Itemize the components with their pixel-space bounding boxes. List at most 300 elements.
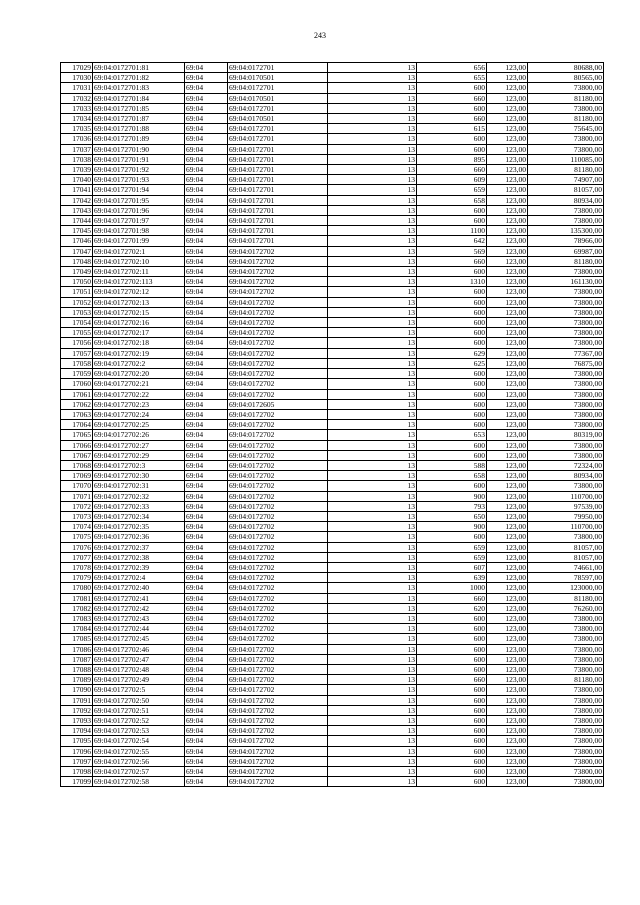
rate-cell: 123,00 [487, 63, 528, 73]
row-number-cell: 17081 [61, 593, 93, 603]
district-code-cell: 69:04 [185, 624, 228, 634]
district-code-cell: 69:04 [185, 73, 228, 83]
rate-cell: 123,00 [487, 256, 528, 266]
value-cell: 73800,00 [528, 695, 604, 705]
table-row [61, 134, 604, 144]
cadastral-number-cell: 69:04:0172702:35 [93, 522, 185, 532]
cadastral-number-cell: 69:04:0172701:82 [93, 73, 185, 83]
row-number-cell: 17093 [61, 716, 93, 726]
area-cell: 600 [417, 654, 487, 664]
quarter-number-cell: 69:04:0172702 [228, 736, 328, 746]
row-number-cell: 17039 [61, 165, 93, 175]
category-code-cell: 13 [328, 511, 417, 521]
rate-cell: 123,00 [487, 634, 528, 644]
district-code-cell: 69:04 [185, 399, 228, 409]
quarter-number-cell: 69:04:0172701 [228, 83, 328, 93]
cadastral-number-cell: 69:04:0172702:52 [93, 716, 185, 726]
category-code-cell: 13 [328, 756, 417, 766]
area-cell: 900 [417, 491, 487, 501]
row-number-cell: 17084 [61, 624, 93, 634]
district-code-cell: 69:04 [185, 185, 228, 195]
value-cell: 73800,00 [528, 83, 604, 93]
cadastral-number-cell: 69:04:0172702:113 [93, 277, 185, 287]
category-code-cell: 13 [328, 63, 417, 73]
category-code-cell: 13 [328, 267, 417, 277]
quarter-number-cell: 69:04:0172701 [228, 236, 328, 246]
row-number-cell: 17051 [61, 287, 93, 297]
cadastral-number-cell: 69:04:0172702:31 [93, 481, 185, 491]
row-number-cell: 17052 [61, 297, 93, 307]
district-code-cell: 69:04 [185, 267, 228, 277]
category-code-cell: 13 [328, 134, 417, 144]
value-cell: 73800,00 [528, 481, 604, 491]
area-cell: 658 [417, 471, 487, 481]
category-code-cell: 13 [328, 389, 417, 399]
cadastral-number-cell: 69:04:0172702:27 [93, 440, 185, 450]
table-row [61, 532, 604, 542]
cadastral-number-cell: 69:04:0172701:99 [93, 236, 185, 246]
area-cell: 600 [417, 440, 487, 450]
cadastral-number-cell: 69:04:0172702:39 [93, 562, 185, 572]
value-cell: 78966,00 [528, 236, 604, 246]
cadastral-number-cell: 69:04:0172702:18 [93, 338, 185, 348]
rate-cell: 123,00 [487, 767, 528, 777]
quarter-number-cell: 69:04:0172702 [228, 420, 328, 430]
category-code-cell: 13 [328, 613, 417, 623]
value-cell: 80934,00 [528, 195, 604, 205]
category-code-cell: 13 [328, 593, 417, 603]
row-number-cell: 17047 [61, 246, 93, 256]
quarter-number-cell: 69:04:0172701 [228, 124, 328, 134]
rate-cell: 123,00 [487, 307, 528, 317]
value-cell: 73800,00 [528, 379, 604, 389]
district-code-cell: 69:04 [185, 583, 228, 593]
cadastral-number-cell: 69:04:0172702:2 [93, 358, 185, 368]
district-code-cell: 69:04 [185, 114, 228, 124]
area-cell: 600 [417, 664, 487, 674]
rate-cell: 123,00 [487, 420, 528, 430]
quarter-number-cell: 69:04:0172702 [228, 756, 328, 766]
area-cell: 600 [417, 746, 487, 756]
district-code-cell: 69:04 [185, 369, 228, 379]
quarter-number-cell: 69:04:0172702 [228, 338, 328, 348]
table-row [61, 369, 604, 379]
quarter-number-cell: 69:04:0172702 [228, 603, 328, 613]
cadastral-number-cell: 69:04:0172702:24 [93, 409, 185, 419]
area-cell: 600 [417, 634, 487, 644]
value-cell: 73800,00 [528, 664, 604, 674]
table-row [61, 593, 604, 603]
cadastral-number-cell: 69:04:0172702:22 [93, 389, 185, 399]
area-cell: 600 [417, 481, 487, 491]
cadastral-number-cell: 69:04:0172702:12 [93, 287, 185, 297]
category-code-cell: 13 [328, 420, 417, 430]
district-code-cell: 69:04 [185, 63, 228, 73]
value-cell: 73800,00 [528, 613, 604, 623]
quarter-number-cell: 69:04:0172702 [228, 277, 328, 287]
category-code-cell: 13 [328, 583, 417, 593]
quarter-number-cell: 69:04:0172701 [228, 134, 328, 144]
area-cell: 600 [417, 134, 487, 144]
row-number-cell: 17075 [61, 532, 93, 542]
quarter-number-cell: 69:04:0172702 [228, 767, 328, 777]
parcel-table [60, 62, 604, 787]
area-cell: 642 [417, 236, 487, 246]
value-cell: 73800,00 [528, 624, 604, 634]
rate-cell: 123,00 [487, 389, 528, 399]
row-number-cell: 17073 [61, 511, 93, 521]
table-row [61, 430, 604, 440]
district-code-cell: 69:04 [185, 644, 228, 654]
district-code-cell: 69:04 [185, 726, 228, 736]
row-number-cell: 17090 [61, 685, 93, 695]
area-cell: 600 [417, 328, 487, 338]
area-cell: 607 [417, 562, 487, 572]
area-cell: 600 [417, 736, 487, 746]
cadastral-number-cell: 69:04:0172701:95 [93, 195, 185, 205]
area-cell: 600 [417, 685, 487, 695]
row-number-cell: 17044 [61, 216, 93, 226]
value-cell: 110085,00 [528, 154, 604, 164]
table-row [61, 93, 604, 103]
value-cell: 161130,00 [528, 277, 604, 287]
row-number-cell: 17080 [61, 583, 93, 593]
row-number-cell: 17074 [61, 522, 93, 532]
row-number-cell: 17069 [61, 471, 93, 481]
table-row [61, 277, 604, 287]
table-row [61, 236, 604, 246]
category-code-cell: 13 [328, 409, 417, 419]
row-number-cell: 17085 [61, 634, 93, 644]
cadastral-number-cell: 69:04:0172701:93 [93, 175, 185, 185]
rate-cell: 123,00 [487, 481, 528, 491]
table-row [61, 511, 604, 521]
district-code-cell: 69:04 [185, 124, 228, 134]
table-row [61, 83, 604, 93]
area-cell: 625 [417, 358, 487, 368]
district-code-cell: 69:04 [185, 307, 228, 317]
cadastral-number-cell: 69:04:0172702:32 [93, 491, 185, 501]
quarter-number-cell: 69:04:0172702 [228, 307, 328, 317]
quarter-number-cell: 69:04:0172702 [228, 726, 328, 736]
district-code-cell: 69:04 [185, 675, 228, 685]
cadastral-number-cell: 69:04:0172702:17 [93, 328, 185, 338]
category-code-cell: 13 [328, 430, 417, 440]
category-code-cell: 13 [328, 471, 417, 481]
category-code-cell: 13 [328, 654, 417, 664]
cadastral-number-cell: 69:04:0172702:53 [93, 726, 185, 736]
district-code-cell: 69:04 [185, 736, 228, 746]
cadastral-number-cell: 69:04:0172701:92 [93, 165, 185, 175]
value-cell: 73800,00 [528, 389, 604, 399]
value-cell: 73800,00 [528, 654, 604, 664]
district-code-cell: 69:04 [185, 593, 228, 603]
table-row [61, 103, 604, 113]
row-number-cell: 17091 [61, 695, 93, 705]
value-cell: 73800,00 [528, 399, 604, 409]
table-row [61, 63, 604, 73]
district-code-cell: 69:04 [185, 256, 228, 266]
area-cell: 1100 [417, 226, 487, 236]
area-cell: 600 [417, 389, 487, 399]
table-row [61, 471, 604, 481]
category-code-cell: 13 [328, 481, 417, 491]
row-number-cell: 17086 [61, 644, 93, 654]
rate-cell: 123,00 [487, 501, 528, 511]
district-code-cell: 69:04 [185, 450, 228, 460]
value-cell: 73800,00 [528, 338, 604, 348]
row-number-cell: 17034 [61, 114, 93, 124]
row-number-cell: 17062 [61, 399, 93, 409]
row-number-cell: 17067 [61, 450, 93, 460]
quarter-number-cell: 69:04:0172702 [228, 777, 328, 787]
value-cell: 81057,00 [528, 552, 604, 562]
district-code-cell: 69:04 [185, 103, 228, 113]
area-cell: 600 [417, 216, 487, 226]
rate-cell: 123,00 [487, 552, 528, 562]
table-row [61, 481, 604, 491]
cadastral-number-cell: 69:04:0172702:44 [93, 624, 185, 634]
rate-cell: 123,00 [487, 236, 528, 246]
rate-cell: 123,00 [487, 573, 528, 583]
category-code-cell: 13 [328, 450, 417, 460]
row-number-cell: 17082 [61, 603, 93, 613]
district-code-cell: 69:04 [185, 532, 228, 542]
row-number-cell: 17089 [61, 675, 93, 685]
category-code-cell: 13 [328, 491, 417, 501]
row-number-cell: 17037 [61, 144, 93, 154]
value-cell: 73800,00 [528, 267, 604, 277]
table-row [61, 634, 604, 644]
district-code-cell: 69:04 [185, 134, 228, 144]
row-number-cell: 17046 [61, 236, 93, 246]
value-cell: 73800,00 [528, 318, 604, 328]
district-code-cell: 69:04 [185, 216, 228, 226]
value-cell: 73800,00 [528, 297, 604, 307]
area-cell: 600 [417, 318, 487, 328]
category-code-cell: 13 [328, 573, 417, 583]
table-row [61, 124, 604, 134]
cadastral-number-cell: 69:04:0172702:37 [93, 542, 185, 552]
cadastral-number-cell: 69:04:0172702:23 [93, 399, 185, 409]
value-cell: 73800,00 [528, 328, 604, 338]
district-code-cell: 69:04 [185, 83, 228, 93]
category-code-cell: 13 [328, 685, 417, 695]
rate-cell: 123,00 [487, 124, 528, 134]
quarter-number-cell: 69:04:0172702 [228, 613, 328, 623]
cadastral-number-cell: 69:04:0172702:50 [93, 695, 185, 705]
rate-cell: 123,00 [487, 491, 528, 501]
district-code-cell: 69:04 [185, 348, 228, 358]
district-code-cell: 69:04 [185, 379, 228, 389]
row-number-cell: 17031 [61, 83, 93, 93]
category-code-cell: 13 [328, 532, 417, 542]
cadastral-number-cell: 69:04:0172702:33 [93, 501, 185, 511]
district-code-cell: 69:04 [185, 654, 228, 664]
rate-cell: 123,00 [487, 471, 528, 481]
row-number-cell: 17076 [61, 542, 93, 552]
cadastral-number-cell: 69:04:0172702:46 [93, 644, 185, 654]
value-cell: 73800,00 [528, 205, 604, 215]
quarter-number-cell: 69:04:0172702 [228, 318, 328, 328]
rate-cell: 123,00 [487, 624, 528, 634]
table-row [61, 73, 604, 83]
quarter-number-cell: 69:04:0172701 [228, 144, 328, 154]
cadastral-number-cell: 69:04:0172701:90 [93, 144, 185, 154]
category-code-cell: 13 [328, 358, 417, 368]
category-code-cell: 13 [328, 175, 417, 185]
row-number-cell: 17063 [61, 409, 93, 419]
quarter-number-cell: 69:04:0172702 [228, 522, 328, 532]
quarter-number-cell: 69:04:0172702 [228, 634, 328, 644]
quarter-number-cell: 69:04:0172702 [228, 746, 328, 756]
category-code-cell: 13 [328, 124, 417, 134]
category-code-cell: 13 [328, 379, 417, 389]
area-cell: 655 [417, 73, 487, 83]
quarter-number-cell: 69:04:0172702 [228, 409, 328, 419]
district-code-cell: 69:04 [185, 165, 228, 175]
rate-cell: 123,00 [487, 644, 528, 654]
quarter-number-cell: 69:04:0172702 [228, 267, 328, 277]
quarter-number-cell: 69:04:0172702 [228, 583, 328, 593]
rate-cell: 123,00 [487, 511, 528, 521]
cadastral-number-cell: 69:04:0172702:1 [93, 246, 185, 256]
district-code-cell: 69:04 [185, 716, 228, 726]
quarter-number-cell: 69:04:0172702 [228, 256, 328, 266]
district-code-cell: 69:04 [185, 705, 228, 715]
area-cell: 600 [417, 267, 487, 277]
quarter-number-cell: 69:04:0172702 [228, 664, 328, 674]
cadastral-number-cell: 69:04:0172702:29 [93, 450, 185, 460]
quarter-number-cell: 69:04:0172702 [228, 562, 328, 572]
rate-cell: 123,00 [487, 114, 528, 124]
quarter-number-cell: 69:04:0172702 [228, 705, 328, 715]
table-row [61, 746, 604, 756]
table-row [61, 287, 604, 297]
district-code-cell: 69:04 [185, 318, 228, 328]
rate-cell: 123,00 [487, 154, 528, 164]
value-cell: 73800,00 [528, 144, 604, 154]
cadastral-number-cell: 69:04:0172702:21 [93, 379, 185, 389]
value-cell: 81180,00 [528, 593, 604, 603]
category-code-cell: 13 [328, 307, 417, 317]
quarter-number-cell: 69:04:0172702 [228, 716, 328, 726]
cadastral-number-cell: 69:04:0172701:81 [93, 63, 185, 73]
table-row [61, 165, 604, 175]
cadastral-number-cell: 69:04:0172702:13 [93, 297, 185, 307]
table-row [61, 644, 604, 654]
quarter-number-cell: 69:04:0172605 [228, 399, 328, 409]
row-number-cell: 17058 [61, 358, 93, 368]
value-cell: 135300,00 [528, 226, 604, 236]
value-cell: 75645,00 [528, 124, 604, 134]
area-cell: 600 [417, 613, 487, 623]
row-number-cell: 17057 [61, 348, 93, 358]
row-number-cell: 17056 [61, 338, 93, 348]
quarter-number-cell: 69:04:0170501 [228, 73, 328, 83]
table-row [61, 450, 604, 460]
area-cell: 600 [417, 287, 487, 297]
table-row [61, 318, 604, 328]
rate-cell: 123,00 [487, 226, 528, 236]
rate-cell: 123,00 [487, 695, 528, 705]
cadastral-number-cell: 69:04:0172702:25 [93, 420, 185, 430]
value-cell: 76260,00 [528, 603, 604, 613]
category-code-cell: 13 [328, 246, 417, 256]
table-row [61, 379, 604, 389]
area-cell: 895 [417, 154, 487, 164]
category-code-cell: 13 [328, 83, 417, 93]
value-cell: 73800,00 [528, 134, 604, 144]
row-number-cell: 17042 [61, 195, 93, 205]
row-number-cell: 17050 [61, 277, 93, 287]
table-row [61, 267, 604, 277]
rate-cell: 123,00 [487, 348, 528, 358]
rate-cell: 123,00 [487, 73, 528, 83]
quarter-number-cell: 69:04:0172702 [228, 481, 328, 491]
area-cell: 660 [417, 93, 487, 103]
category-code-cell: 13 [328, 460, 417, 470]
quarter-number-cell: 69:04:0172702 [228, 624, 328, 634]
cadastral-number-cell: 69:04:0172702:58 [93, 777, 185, 787]
value-cell: 73800,00 [528, 440, 604, 450]
rate-cell: 123,00 [487, 675, 528, 685]
rate-cell: 123,00 [487, 777, 528, 787]
cadastral-number-cell: 69:04:0172702:5 [93, 685, 185, 695]
cadastral-number-cell: 69:04:0172701:91 [93, 154, 185, 164]
value-cell: 97539,00 [528, 501, 604, 511]
category-code-cell: 13 [328, 287, 417, 297]
row-number-cell: 17033 [61, 103, 93, 113]
value-cell: 76875,00 [528, 358, 604, 368]
rate-cell: 123,00 [487, 726, 528, 736]
cadastral-number-cell: 69:04:0172701:94 [93, 185, 185, 195]
value-cell: 80688,00 [528, 63, 604, 73]
table-row [61, 420, 604, 430]
district-code-cell: 69:04 [185, 154, 228, 164]
cadastral-number-cell: 69:04:0172702:16 [93, 318, 185, 328]
rate-cell: 123,00 [487, 195, 528, 205]
rate-cell: 123,00 [487, 716, 528, 726]
row-number-cell: 17072 [61, 501, 93, 511]
row-number-cell: 17029 [61, 63, 93, 73]
table-row [61, 562, 604, 572]
table-row [61, 185, 604, 195]
category-code-cell: 13 [328, 664, 417, 674]
row-number-cell: 17077 [61, 552, 93, 562]
table-row [61, 358, 604, 368]
value-cell: 72324,00 [528, 460, 604, 470]
quarter-number-cell: 69:04:0172702 [228, 348, 328, 358]
table-row [61, 216, 604, 226]
row-number-cell: 17092 [61, 705, 93, 715]
rate-cell: 123,00 [487, 318, 528, 328]
category-code-cell: 13 [328, 205, 417, 215]
value-cell: 81057,00 [528, 185, 604, 195]
table-row [61, 736, 604, 746]
quarter-number-cell: 69:04:0172701 [228, 216, 328, 226]
rate-cell: 123,00 [487, 338, 528, 348]
quarter-number-cell: 69:04:0172702 [228, 450, 328, 460]
row-number-cell: 17068 [61, 460, 93, 470]
area-cell: 600 [417, 705, 487, 715]
area-cell: 659 [417, 185, 487, 195]
category-code-cell: 13 [328, 318, 417, 328]
category-code-cell: 13 [328, 501, 417, 511]
category-code-cell: 13 [328, 552, 417, 562]
table-row [61, 675, 604, 685]
quarter-number-cell: 69:04:0172702 [228, 430, 328, 440]
